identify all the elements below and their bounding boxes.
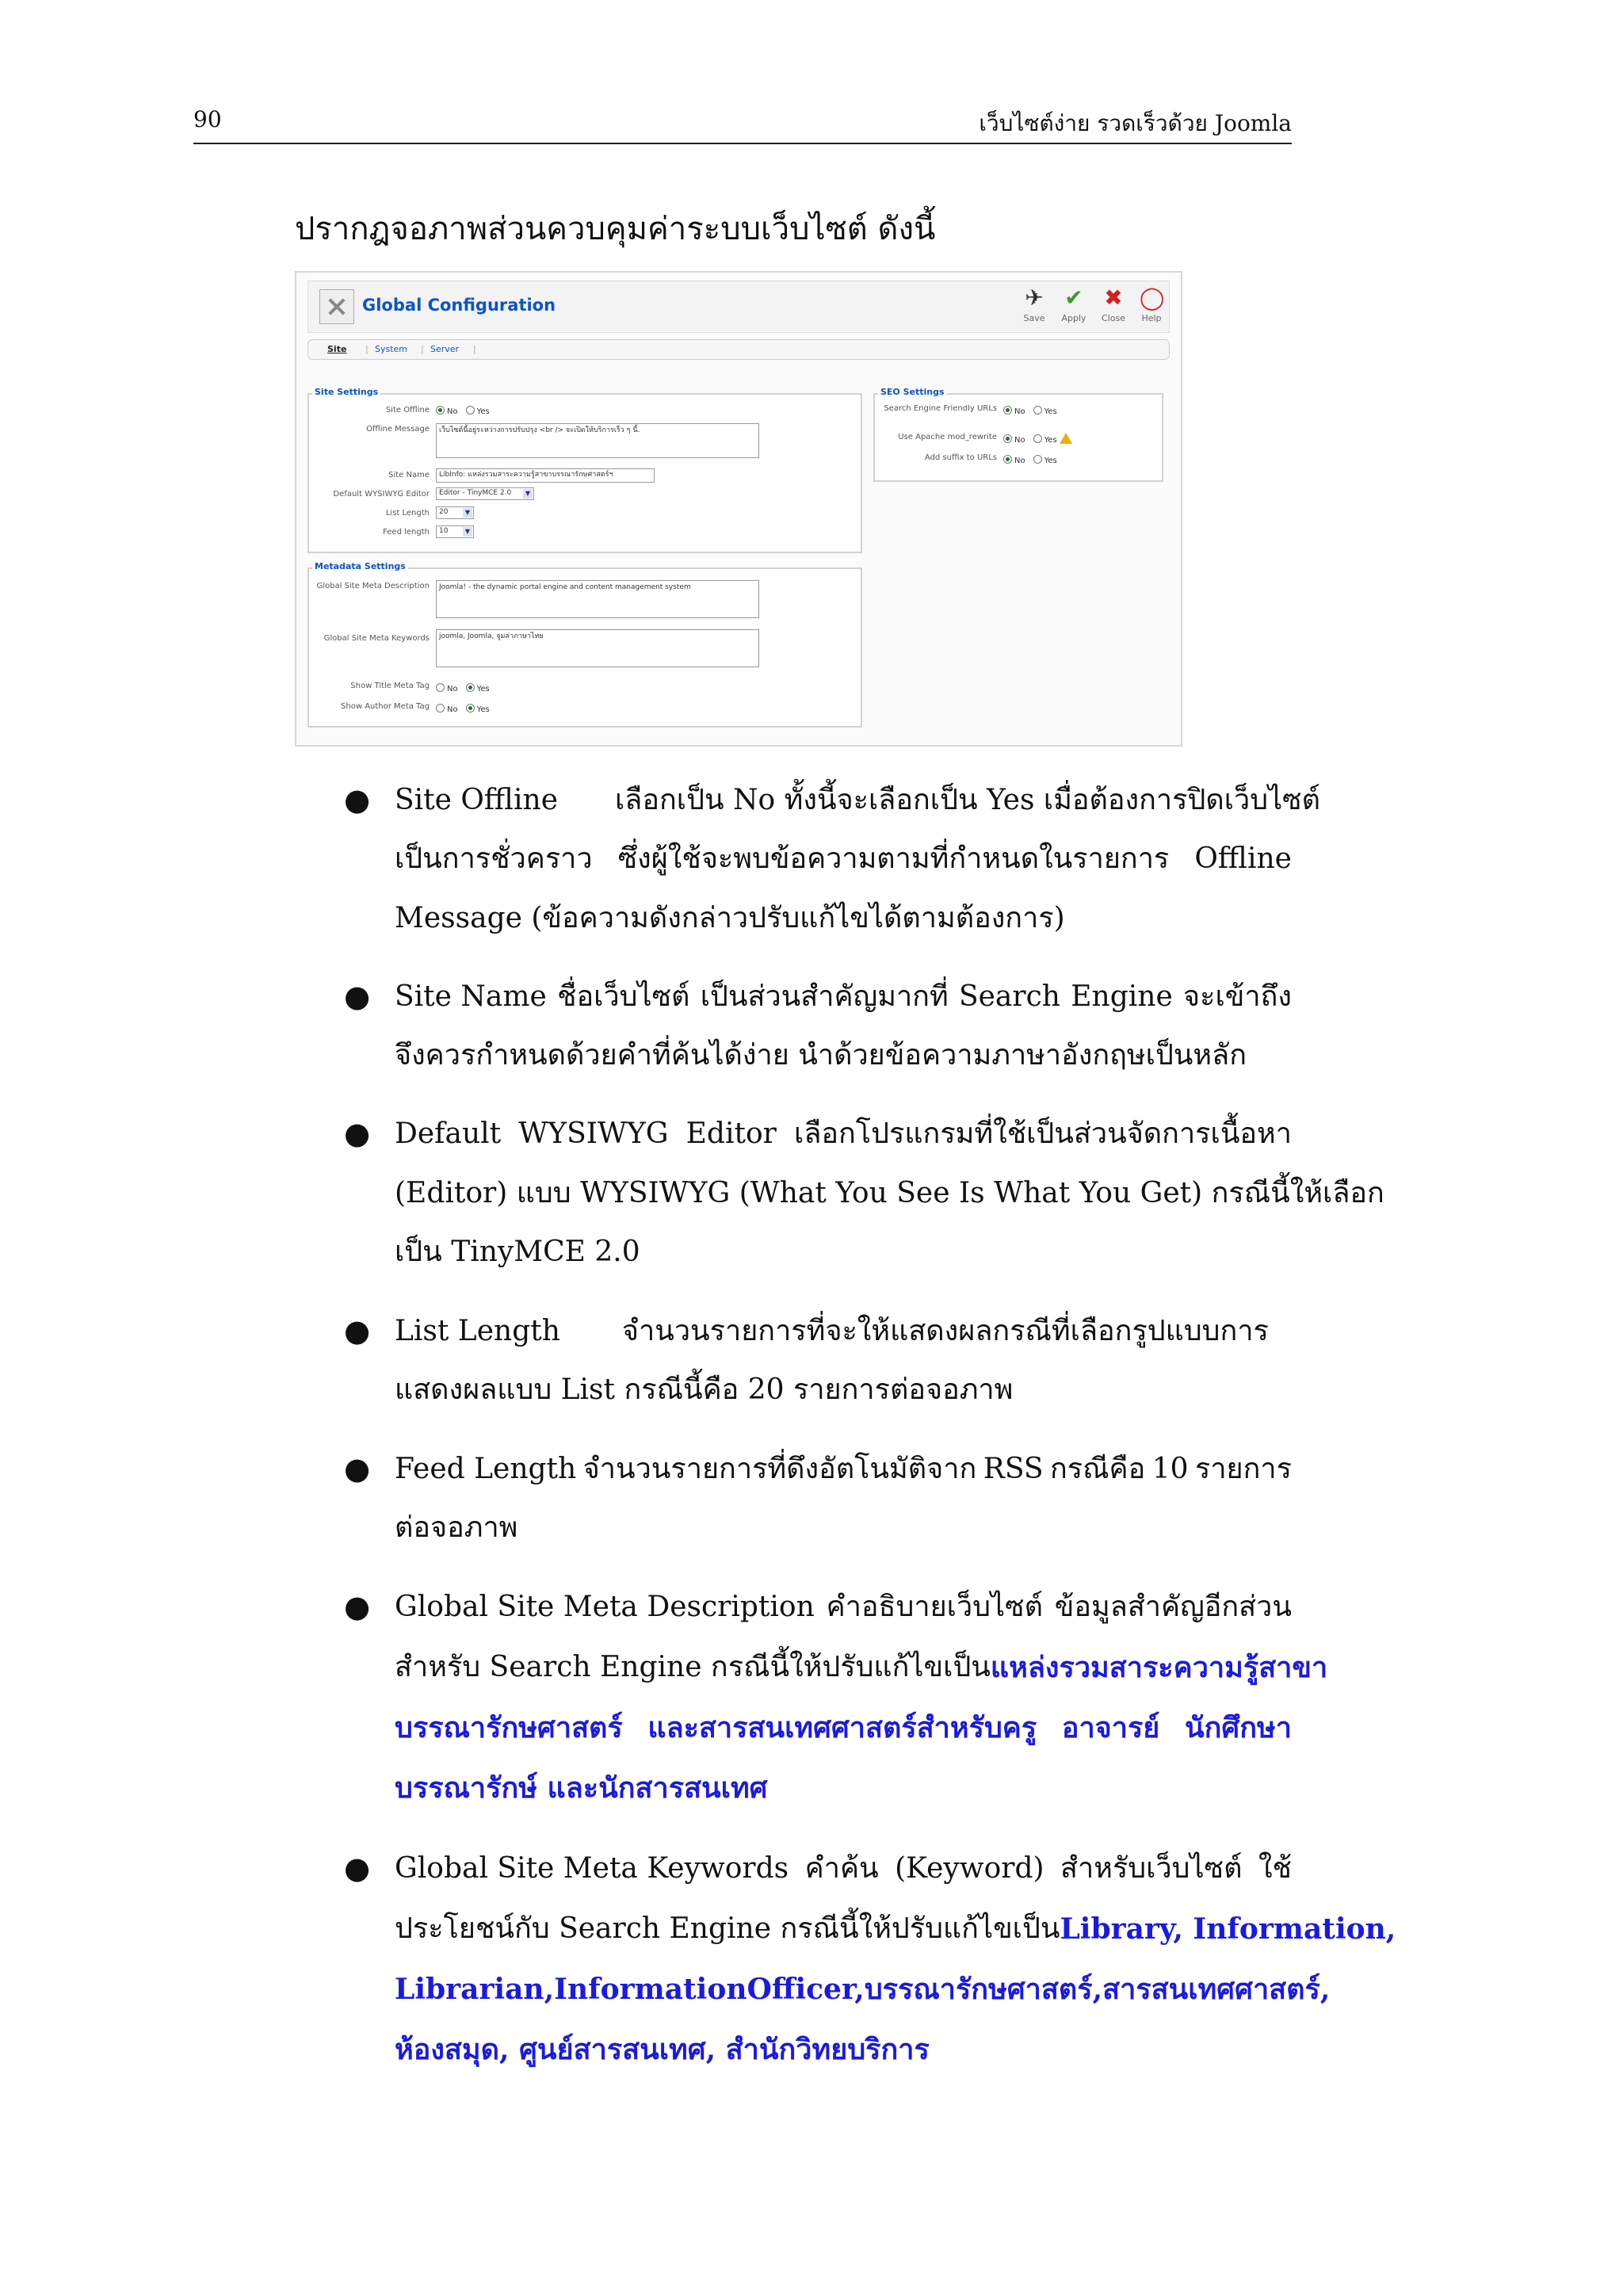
site-settings-panel: Site Settings Site Offline No Yes Offline Message เว็บไซต์นี้อยู่ระหว่างการปรับปรุง <br /> จะเปิดให้บริการเร็ว ๆ นี้. Site Name LibInfo: แหล่งรวมสาระความรู้สาขาบรรณารักษศาสตร์ฯ Default WYSIWYG Editor Editor - TinyMCE 2.0 ▼ List Length 20 ▼ Feed length 10 ▼ [307,393,862,553]
bullet-meta-description-line-3: บรรณารักษศาสตร์ และสารสนเทศศาสตร์สำหรับครู อาจารย์ นักศึกษา [395,1711,1292,1744]
site-offline-radio[interactable]: No Yes [436,406,490,416]
sef-radio[interactable]: No Yes [1003,406,1057,416]
close-icon: ✖ [1104,285,1123,311]
bullet-meta-description-line-2: สำหรับ Search Engine กรณีนี้ให้ปรับแก้ไขเป็น แหล่งรวมสาระความรู้สาขา [395,1651,1328,1684]
bullet-marker: ● [344,1313,371,1348]
bullet-site-offline-line-1: Site Offline เลือกเป็น No ทั้งนี้จะเลือกเป็น Yes เมื่อต้องการปิดเว็บไซต์ [395,784,1320,816]
offline-message-field[interactable]: เว็บไซต์นี้อยู่ระหว่างการปรับปรุง <br /> จะเปิดให้บริการเร็ว ๆ นี้. [436,423,759,458]
meta-keywords-field[interactable]: joomla, Joomla, จูมล่าภาษาไทย [436,629,759,667]
bullet-marker: ● [344,979,371,1014]
site-name-field[interactable]: LibInfo: แหล่งรวมสาระความรู้สาขาบรรณารักษศาสตร์ฯ [436,468,655,483]
running-title: เว็บไซต์ง่าย รวดเร็วด้วย Joomla [979,110,1292,136]
bullet-meta-keywords-line-2: ประโยชน์กับ Search Engine กรณีนี้ให้ปรับแก้ไขเป็น Library, Information, [395,1912,1396,1946]
config-tabs: Site | System | Server | [307,339,1170,360]
save-icon: ✈ [1025,285,1044,311]
tab-server[interactable]: Server [430,344,460,354]
bullet-marker: ● [344,1589,371,1624]
show-title-radio[interactable]: No Yes [436,683,490,693]
bullet-list-length-line-2: แสดงผลแบบ List กรณีนี้คือ 20 รายการต่อจอภาพ [395,1373,1014,1406]
bullet-marker: ● [344,782,371,817]
config-toolbar [307,281,1170,333]
config-title: Global Configuration [362,296,556,315]
bullet-site-offline-line-3: Message (ข้อความดังกล่าวปรับแก้ไขได้ตามต้องการ) [395,902,1065,934]
apply-icon: ✔ [1064,285,1083,311]
tab-system[interactable]: System [375,344,408,354]
bullet-meta-keywords-line-3: Librarian, Information Officer, บรรณารักษศาสตร์, สารสนเทศศาสตร์, [395,1973,1331,2006]
bullet-meta-keywords-line-4: ห้องสมุด, ศูนย์สารสนเทศ, สำนักวิทยบริการ [395,2033,930,2066]
page-number: 90 [193,106,222,132]
chevron-down-icon: ▼ [463,527,472,537]
seo-settings-panel: SEO Settings Search Engine Friendly URLs No Yes Use Apache mod_rewrite No Yes Add suffix to URLs No Yes [873,393,1163,482]
list-length-select[interactable]: 20 ▼ [436,506,474,519]
bullet-feed-length-line-2: ต่อจอภาพ [395,1511,518,1544]
global-configuration-screenshot [295,271,1182,747]
bullet-marker: ● [344,1116,371,1151]
apply-button[interactable]: ✔ Apply [1061,285,1086,323]
bullet-site-offline-line-2: เป็นการชั่วคราว ซึ่งผู้ใช้จะพบข้อความตามที่กำหนดในรายการ Offline [395,842,1292,875]
chevron-down-icon: ▼ [463,508,472,518]
bullet-editor-line-3: เป็น TinyMCE 2.0 [395,1236,640,1268]
bullet-site-name-line-2: จึงควรกำหนดด้วยคำที่ค้นได้ง่าย นำด้วยข้อความภาษาอังกฤษเป็นหลัก [395,1039,1247,1072]
bullet-meta-keywords-line-1: Global Site Meta Keywords คำค้น (Keyword) สำหรับเว็บไซต์ ใช้ [395,1852,1292,1885]
bullet-marker: ● [344,1851,371,1885]
config-icon [319,289,354,324]
bullet-editor-line-2: (Editor) แบบ WYSIWYG (What You See Is What You Get) กรณีนี้ให้เลือก [395,1177,1384,1209]
meta-description-field[interactable]: Joomla! - the dynamic portal engine and content management system [436,580,759,618]
help-icon: ◯ [1140,285,1165,311]
bullet-meta-description-line-4: บรรณารักษ์ และนักสารสนเทศ [395,1771,768,1805]
bullet-site-name-line-1: Site Name ชื่อเว็บไซต์ เป็นส่วนสำคัญมากที่ Search Engine จะเข้าถึง [395,980,1292,1013]
page-header [193,103,1292,144]
help-button[interactable]: ◯ Help [1140,285,1165,323]
metadata-settings-panel: Metadata Settings Global Site Meta Description Joomla! - the dynamic portal engine and content management system Global Site Meta Keywords joomla, Joomla, จูมล่าภาษาไทย Show Title Meta Tag No Yes Show Author Meta Tag No Yes [307,567,862,728]
feed-length-select[interactable]: 10 ▼ [436,525,474,538]
close-button[interactable]: ✖ Close [1102,285,1125,323]
tab-site[interactable]: Site [327,344,347,354]
show-author-radio[interactable]: No Yes [436,704,490,714]
editor-select[interactable]: Editor - TinyMCE 2.0 ▼ [436,487,534,500]
save-button[interactable]: ✈ Save [1023,285,1045,323]
bullet-marker: ● [344,1451,371,1486]
suffix-radio[interactable]: No Yes [1003,455,1057,465]
intro-text: ปรากฎจอภาพส่วนควบคุมค่าระบบเว็บไซต์ ดังนี้ [295,211,936,247]
mod-rewrite-radio[interactable]: No Yes [1003,433,1072,445]
bullet-list-length-line-1: List Length จำนวนรายการที่จะให้แสดงผลกรณีที่เลือกรูปแบบการ [395,1315,1269,1347]
bullet-feed-length-line-1: Feed Length จำนวนรายการที่ดึงอัตโนมัติจาก RSS กรณีคือ 10 รายการ [395,1453,1292,1485]
bullet-editor-line-1: Default WYSIWYG Editor เลือกโปรแกรมที่ใช้เป็นส่วนจัดการเนื้อหา [395,1117,1292,1150]
warning-icon [1060,433,1072,444]
chevron-down-icon: ▼ [523,489,533,499]
bullet-meta-description-line-1: Global Site Meta Description คำอธิบายเว็บไซต์ ข้อมูลสำคัญอีกส่วน [395,1591,1292,1623]
